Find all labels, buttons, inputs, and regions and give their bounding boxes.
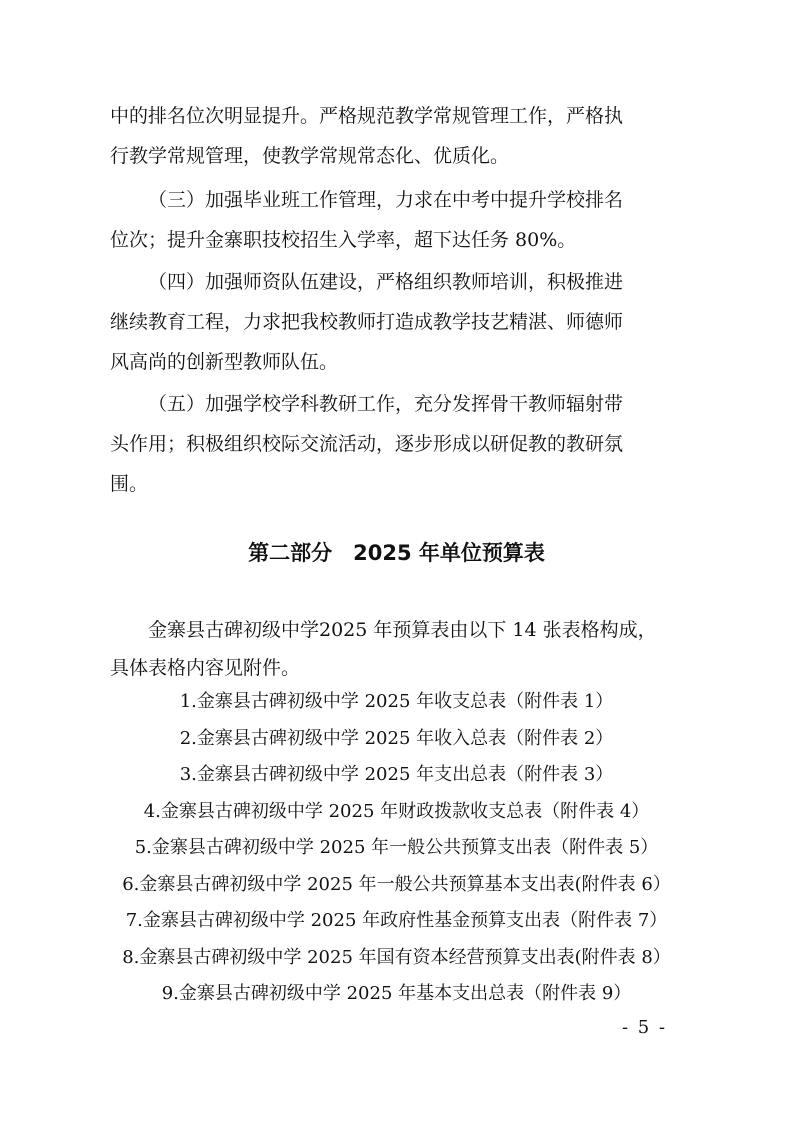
list-item: 7.金寨县古碑初级中学 2025 年政府性基金预算支出表（附件表 7） [125,910,668,931]
paragraph-line: 位次；提升金寨职技校招生入学率，超下达任务 80%。 [110,229,577,251]
section-heading: 第二部分 2025 年单位预算表 [248,541,545,565]
intro-line: 具体表格内容见附件。 [110,657,301,679]
paragraph-line: 行教学常规管理，使教学常规常态化、优质化。 [110,145,510,167]
intro-line: 金寨县古碑初级中学2025 年预算表由以下 14 张表格构成， [148,619,657,641]
paragraph-line: 风高尚的创新型教师队伍。 [110,351,339,373]
paragraph-line: 头作用；积极组织校际交流活动，逐步形成以研促教的教研氛 [110,433,624,455]
paragraph-line: （三）加强毕业班工作管理，力求在中考中提升学校排名 [148,189,624,211]
paragraph-line: （四）加强师资队伍建设，严格组织教师培训，积极推进 [148,271,624,293]
list-item: 1.金寨县古碑初级中学 2025 年收支总表（附件表 1） [179,691,614,712]
list-item: 9.金寨县古碑初级中学 2025 年基本支出总表（附件表 9） [161,983,632,1004]
list-item: 4.金寨县古碑初级中学 2025 年财政拨款收支总表（附件表 4） [143,800,650,822]
paragraph-line: （五）加强学校学科教研工作，充分发挥骨干教师辐射带 [148,393,624,415]
list-item: 5.金寨县古碑初级中学 2025 年一般公共预算支出表（附件表 5） [134,837,659,858]
list-item: 2.金寨县古碑初级中学 2025 年收入总表（附件表 2） [179,727,614,749]
paragraph-line: 围。 [110,473,149,495]
table-list [0,684,793,1013]
paragraph-line: 继续教育工程，力求把我校教师打造成教学技艺精湛、师德师 [110,311,624,333]
list-item: 8.金寨县古碑初级中学 2025 年国有资本经营预算支出表(附件表 8） [122,946,671,968]
page-number: - 5 - [622,1017,668,1038]
list-item: 6.金寨县古碑初级中学 2025 年一般公共预算基本支出表(附件表 6） [122,873,671,895]
list-item: 3.金寨县古碑初级中学 2025 年支出总表（附件表 3） [179,764,614,785]
paragraph-line: 中的排名位次明显提升。严格规范教学常规管理工作，严格执 [110,105,624,127]
